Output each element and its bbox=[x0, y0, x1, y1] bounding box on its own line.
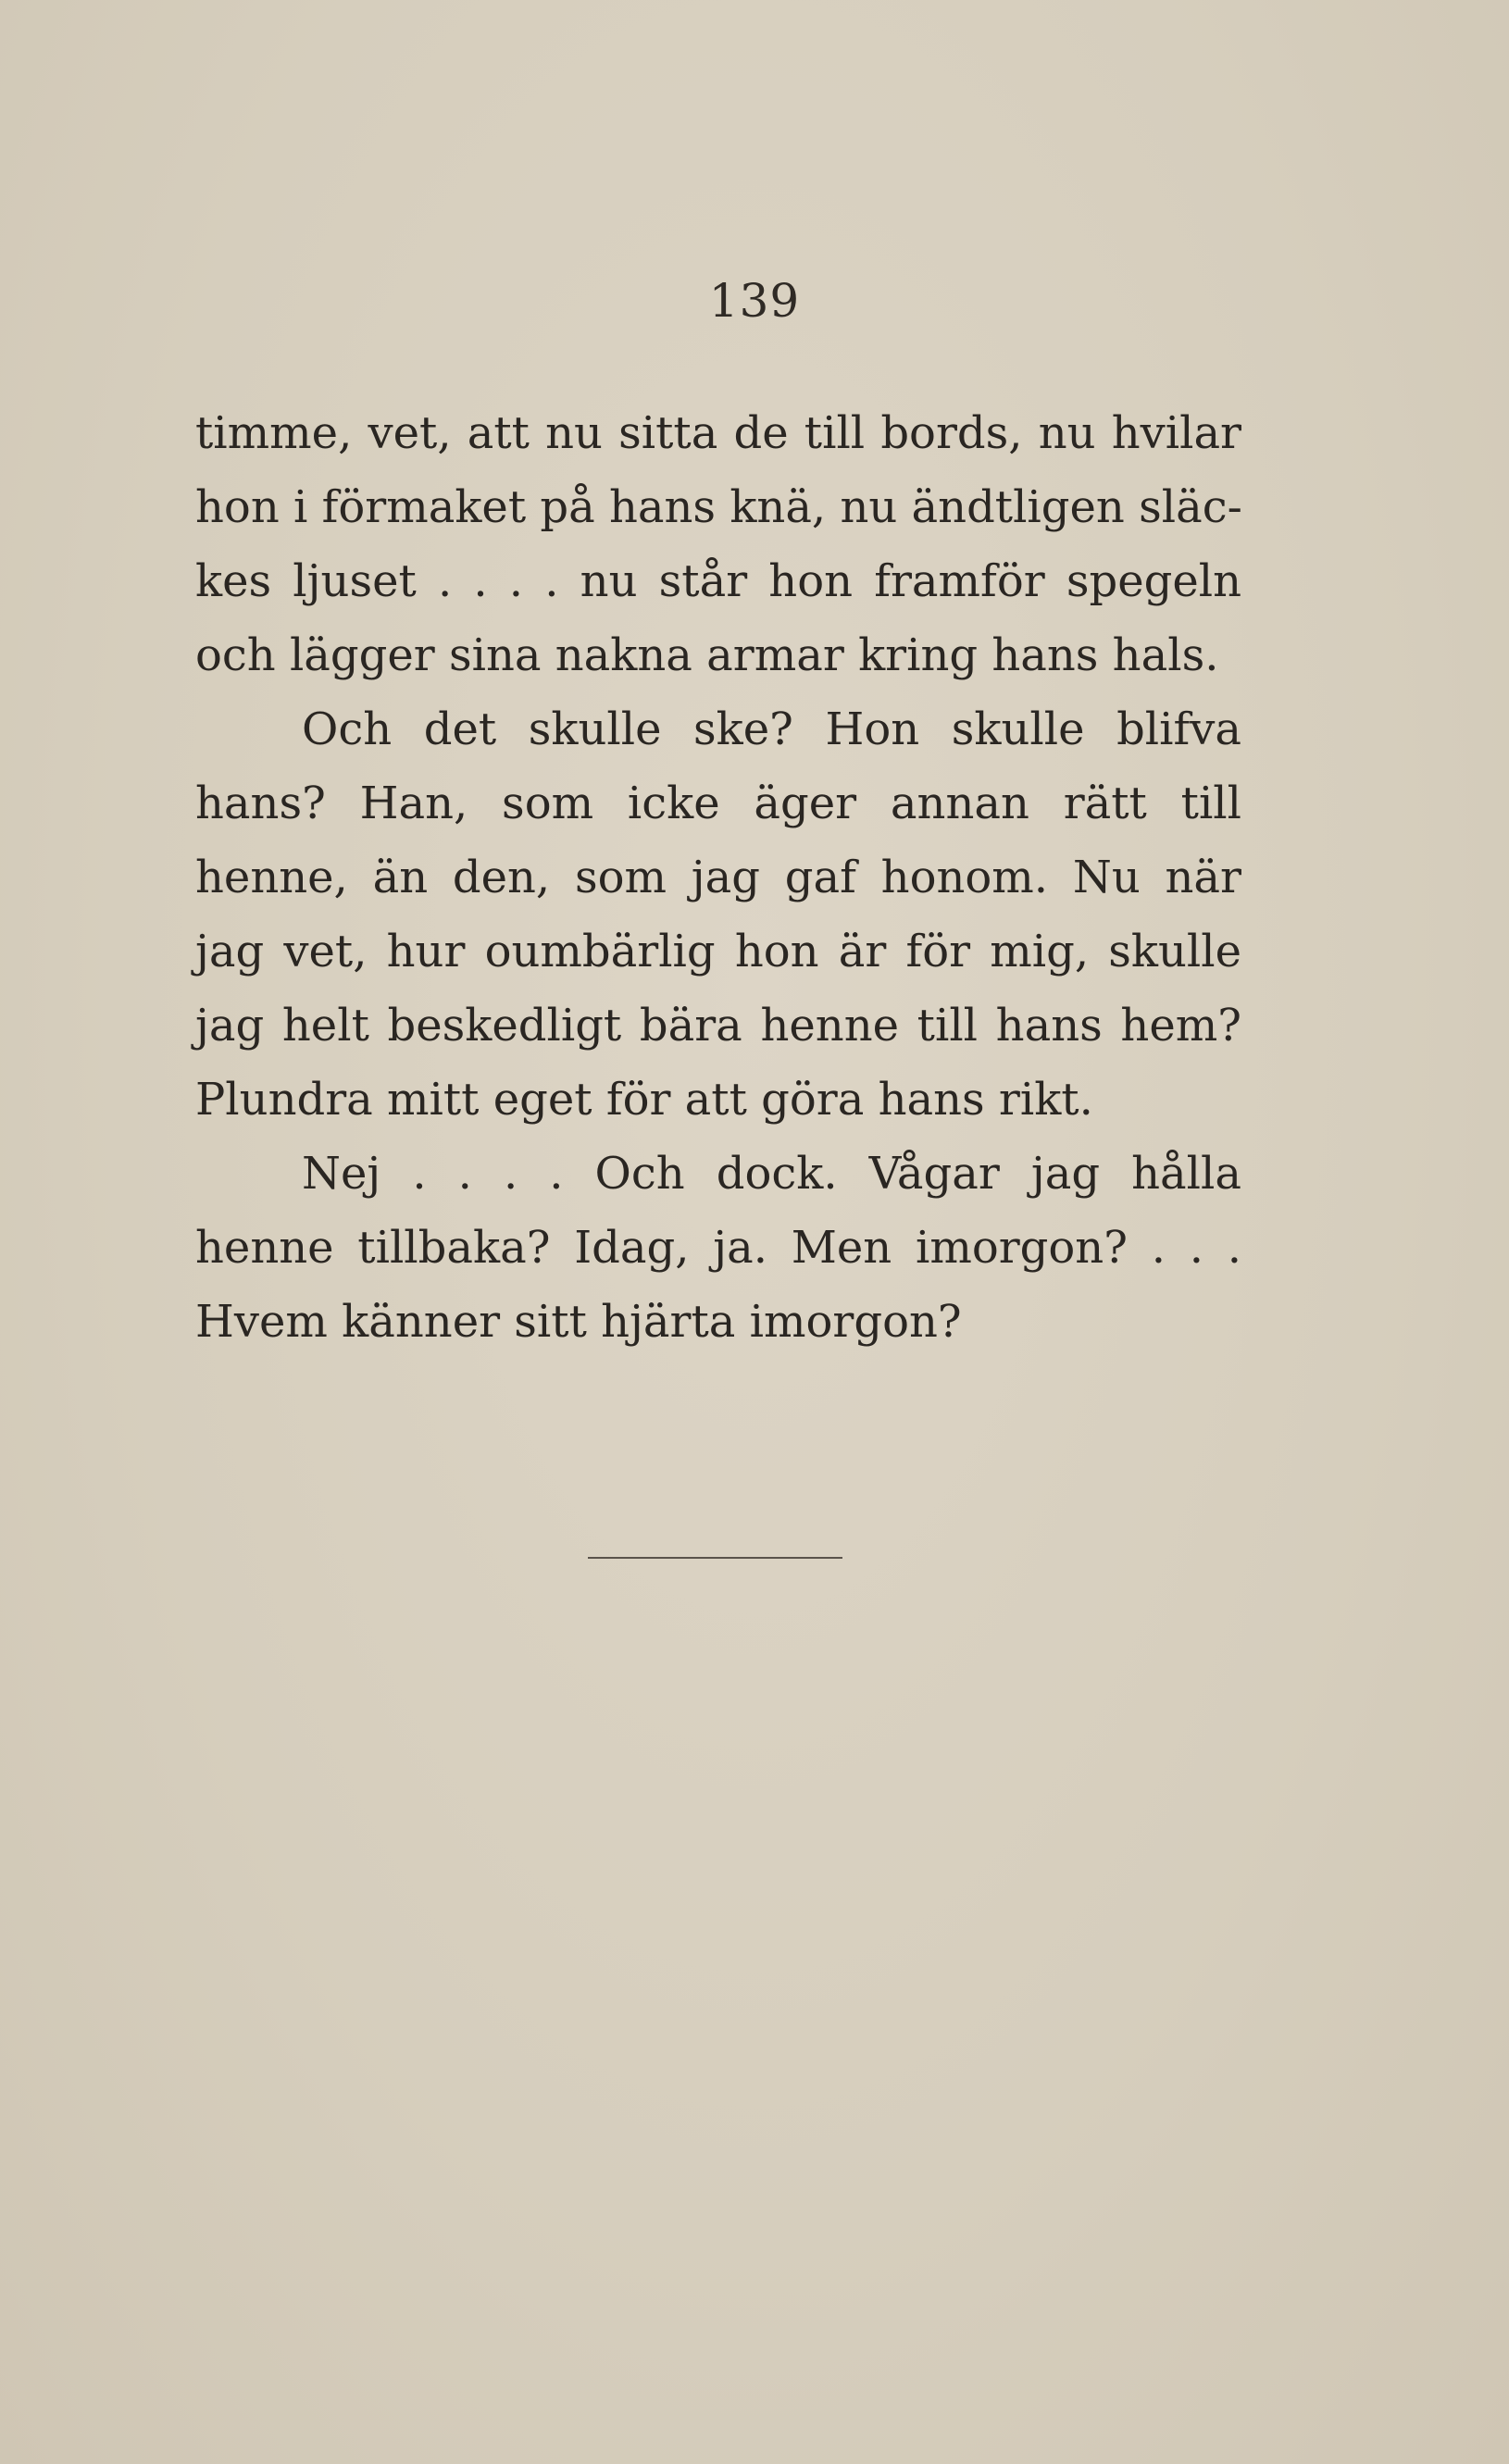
text-line: och lägger sina nakna armar kring hans hals. bbox=[195, 629, 1219, 681]
text-line: Hvem känner sitt hjärta imorgon? bbox=[195, 1296, 962, 1348]
page-number: 139 bbox=[708, 274, 801, 328]
section-end-rule bbox=[588, 1557, 842, 1559]
text-line: henne tillbaka? Idag, ja. Men imorgon? . . . bbox=[195, 1222, 1241, 1274]
body-text bbox=[195, 396, 1241, 1359]
text-line: jag helt beskedligt bära henne till hans hem? bbox=[195, 1000, 1241, 1052]
text-line: Och det skulle ske? Hon skulle blifva bbox=[302, 703, 1241, 755]
text-line: timme, vet, att nu sitta de till bords, nu hvilar bbox=[195, 407, 1241, 459]
text-line: kes ljuset . . . . nu står hon framför spegeln bbox=[195, 555, 1241, 607]
text-line: hon i förmaket på hans knä, nu ändtligen släc- bbox=[195, 481, 1242, 533]
text-line: Plundra mitt eget för att göra hans rikt. bbox=[195, 1074, 1093, 1126]
text-line: Nej . . . . Och dock. Vågar jag hålla bbox=[302, 1148, 1241, 1200]
text-line: henne, än den, som jag gaf honom. Nu när bbox=[195, 852, 1241, 903]
text-line: hans? Han, som icke äger annan rätt till bbox=[195, 778, 1241, 829]
text-line: jag vet, hur oumbärlig hon är för mig, skulle bbox=[195, 926, 1241, 977]
